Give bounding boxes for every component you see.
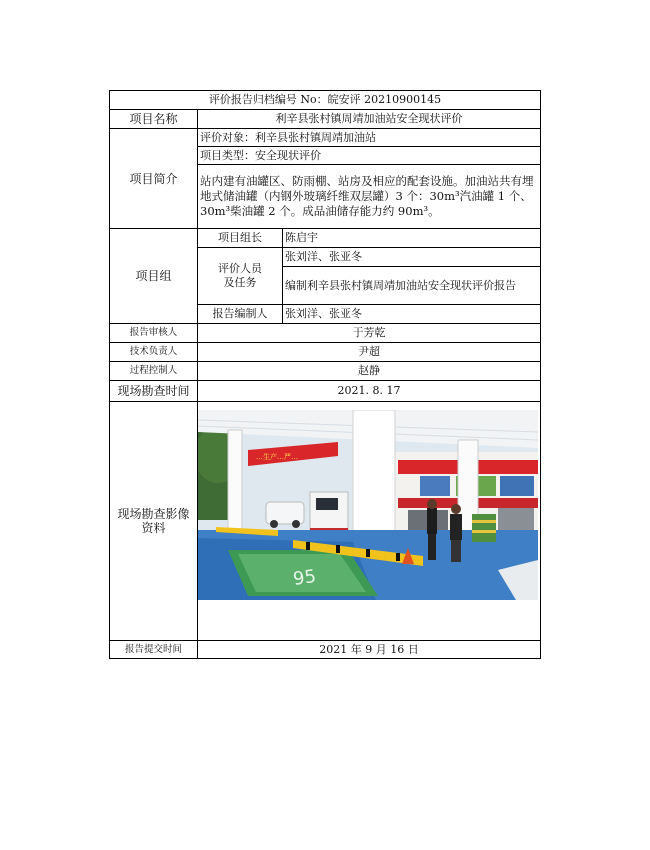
site-photo <box>198 410 538 600</box>
report-archive-document <box>109 90 540 659</box>
project-intro-label: 项目简介 <box>110 129 198 229</box>
compiler-label: 报告编制人 <box>198 305 283 324</box>
tech-lead-value: 尹超 <box>198 343 541 362</box>
photo-banner-text: …生产…严… <box>256 453 298 461</box>
project-description: 站内建有油罐区、防雨棚、站房及相应的配套设施。加油站共有埋地式储油罐（内钢外玻璃纤维双层罐）3 个：30m³汽油罐 1 个、30m³柴油罐 2 个。成品油储存能力约 90m³。 <box>198 165 541 229</box>
gas-station-photo <box>198 410 538 600</box>
tech-lead-label: 技术负责人 <box>110 343 198 362</box>
site-image-label: 现场勘查影像资料 <box>110 402 198 641</box>
survey-time-label: 现场勘查时间 <box>110 381 198 402</box>
compiler-value: 张刘洋、张亚冬 <box>283 305 541 324</box>
project-name-label: 项目名称 <box>110 110 198 129</box>
photo-pump-number: 95 <box>291 565 318 590</box>
eval-object: 评价对象：利辛县张村镇周靖加油站 <box>198 129 541 147</box>
site-photo-cell <box>198 402 541 641</box>
leader-label: 项目组长 <box>198 229 283 248</box>
evaluators-value: 张刘洋、张亚冬 <box>283 248 541 267</box>
reviewer-label: 报告审核人 <box>110 324 198 343</box>
project-group-label: 项目组 <box>110 229 198 324</box>
report-info-table <box>109 90 541 659</box>
process-controller-value: 赵静 <box>198 362 541 381</box>
project-type: 项目类型：安全现状评价 <box>198 147 541 165</box>
archive-number-header: 评价报告归档编号 No：皖安评 20210900145 <box>110 91 541 110</box>
survey-time-value: 2021. 8. 17 <box>198 381 541 402</box>
leader-value: 陈启宇 <box>283 229 541 248</box>
submit-time-value: 2021 年 9 月 16 日 <box>198 641 541 659</box>
process-controller-label: 过程控制人 <box>110 362 198 381</box>
evaluators-task: 编制利辛县张村镇周靖加油站安全现状评价报告 <box>283 267 541 305</box>
evaluators-label: 评价人员及任务 <box>198 248 283 305</box>
project-name-value: 利辛县张村镇周靖加油站安全现状评价 <box>198 110 541 129</box>
reviewer-value: 于芳乾 <box>198 324 541 343</box>
submit-time-label: 报告提交时间 <box>110 641 198 659</box>
